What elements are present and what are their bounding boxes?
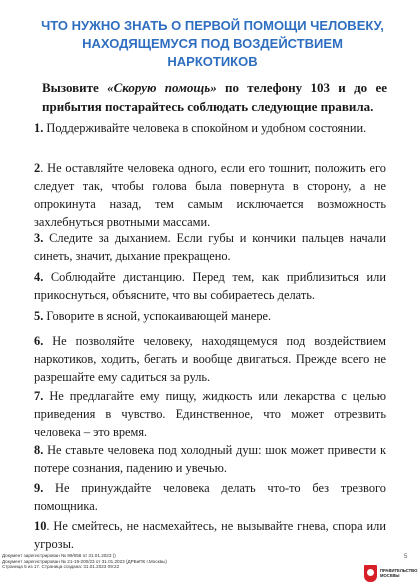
title-line: НАХОДЯЩЕМУСЯ ПОД ВОЗДЕЙСТВИЕМ: [82, 36, 343, 51]
rule-text: Не предлагайте ему пищу, жидкость или лекарства с целью приведения в чувство. Единственное, что может отрезвить человека – это время.: [34, 389, 386, 439]
rule-number: 3.: [34, 231, 44, 245]
coat-of-arms-icon: [364, 565, 377, 582]
rule-item: [34, 479, 386, 515]
intro-text-before: Вызовите: [42, 80, 108, 95]
footer-line: Страница 5 из 17. Страница создана: 31.01.2023 09:22: [2, 564, 120, 570]
rule-number: 6.: [34, 334, 44, 348]
rule-text: Говорите в ясной, успокаивающей манере.: [43, 309, 272, 323]
rule-number: 5.: [34, 309, 44, 323]
page-number: 5: [404, 554, 408, 560]
intro-text-after: по телефону 103 и до ее прибытия постарайтесь соблюдать следующие правила.: [42, 80, 388, 114]
rule-number: 7.: [34, 389, 44, 403]
rule-number: 8.: [34, 443, 44, 457]
rule-number: 9.: [34, 481, 44, 495]
rule-item: [34, 387, 386, 441]
rule-text: Не ставьте человека под холодный душ: шок может привести к потере сознания, падению и увечью.: [34, 443, 386, 475]
rule-item: [34, 307, 386, 325]
rule-number: 2: [34, 161, 41, 175]
rule-item: [34, 268, 386, 304]
title-line: НАРКОТИКОВ: [167, 54, 258, 69]
rule-item: [34, 517, 386, 553]
rule-number: 4.: [34, 270, 44, 284]
registration-footer: [2, 553, 302, 570]
rule-item: [34, 332, 386, 386]
logo-line: ПРАВИТЕЛЬСТВО: [380, 568, 418, 573]
moscow-government-logo: [364, 565, 420, 585]
logo-text: [380, 568, 420, 578]
rule-item: [34, 159, 386, 231]
rule-number: 1.: [34, 121, 44, 135]
logo-line: МОСКВЫ: [380, 573, 400, 578]
footer-line: Документ зарегистрирован № 21-19-200/23 от 31.01.2023 (ДРБиПК г.Москвы): [2, 558, 167, 564]
rule-number: 10: [34, 519, 47, 533]
rule-item: [34, 441, 386, 477]
rule-text: Не принуждайте человека делать что-то без трезвого помощника.: [34, 481, 386, 513]
intro-emphasis: «Скорую помощь»: [107, 80, 217, 95]
page-title: [40, 17, 385, 71]
rule-text: . Не оставляйте человека одного, если его тошнит, положить его следует так, чтобы голова была повернута в сторону, а не опрокинута назад, тем самым исключается возможность захлебнуться рвотными массами.: [34, 161, 386, 229]
title-line: ЧТО НУЖНО ЗНАТЬ О ПЕРВОЙ ПОМОЩИ ЧЕЛОВЕКУ,: [41, 18, 384, 33]
rule-item: [34, 119, 386, 137]
rule-text: Следите за дыханием. Если губы и кончики пальцев начали синеть, значит, дыхание прекращено.: [34, 231, 386, 263]
rule-item: [34, 229, 386, 265]
rule-text: . Не смейтесь, не насмехайтесь, не вызывайте гнева, спора или угрозы.: [34, 519, 386, 551]
intro-paragraph: [42, 78, 387, 116]
rule-text: Поддерживайте человека в спокойном и удобном состоянии.: [43, 121, 367, 135]
footer-line: Документ зарегистрирован № 99/658 от 31.01.2023 (): [2, 553, 116, 558]
rule-text: Соблюдайте дистанцию. Перед тем, как приблизиться или прикоснуться, объясните, что вы собираетесь делать.: [34, 270, 386, 302]
rule-text: Не позволяйте человеку, находящемуся под воздействием наркотиков, ходить, бегать и вообще двигаться. Прежде всего не разрешайте ему садиться за руль.: [34, 334, 386, 384]
